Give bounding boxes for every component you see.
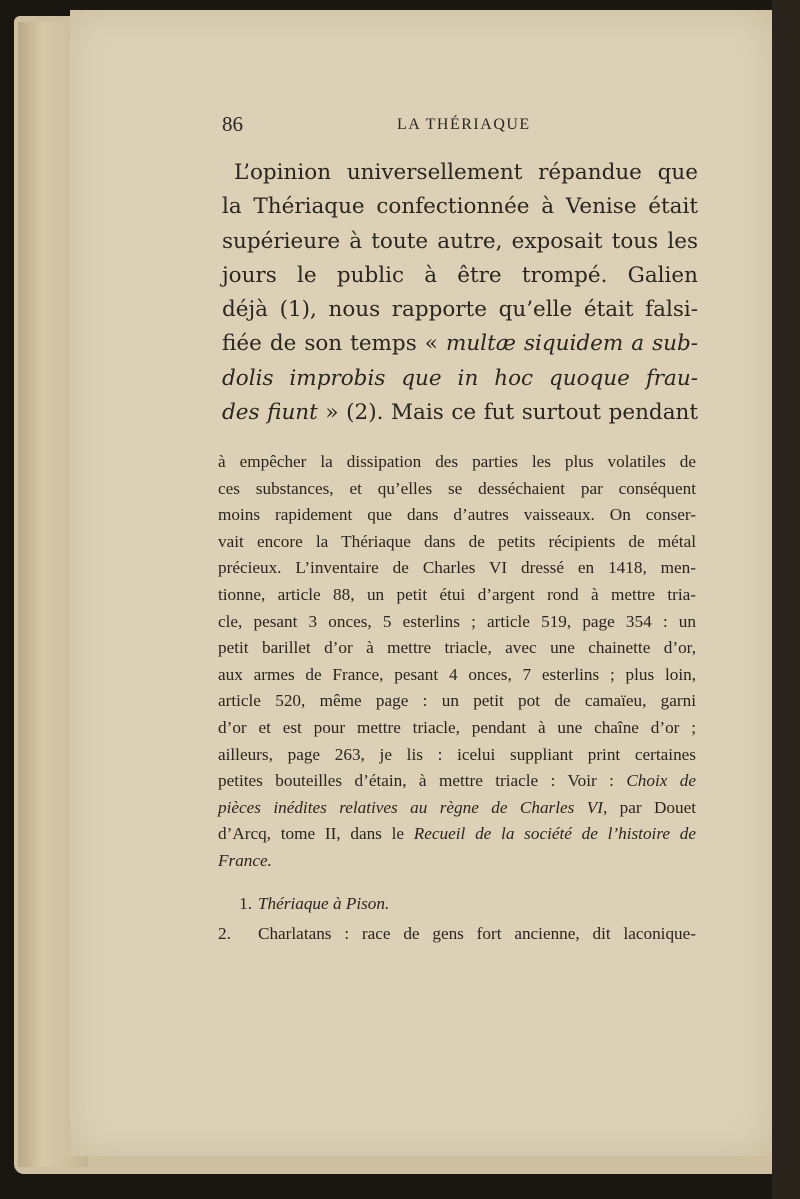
- note-line: précieux. L’inventaire de Charles VI dressé en 1418, men-: [218, 558, 696, 578]
- main-paragraph: [222, 156, 698, 430]
- footnote-text: Charlatans : race de gens fort ancienne, dit laconique-: [258, 924, 696, 943]
- book-title: France.: [218, 850, 272, 870]
- note-line: d’or et est pour mettre triacle, pendant à une chaîne d’or ;: [218, 717, 696, 737]
- note-line: article 520, même page : un petit pot de camaïeu, garni: [218, 691, 696, 711]
- main-text-run: fiée de son temps «: [222, 331, 446, 357]
- main-line: jours le public à être trompé. Galien: [222, 262, 698, 288]
- note-line: vait encore la Thériaque dans de petits récipients de métal: [218, 531, 696, 551]
- footnote-number: 2.: [218, 924, 231, 943]
- footnote-number: 1.: [239, 894, 252, 913]
- main-line: la Thériaque confectionnée à Venise était: [222, 194, 698, 220]
- note-line: aux armes de France, pesant 4 onces, 7 esterlins ; plus loin,: [218, 664, 696, 684]
- note-line: à empêcher la dissipation des parties les plus volatiles de: [218, 452, 696, 471]
- main-line: supérieure à toute autre, exposait tous les: [222, 228, 698, 254]
- note-line: [218, 848, 696, 875]
- main-line: déjà (1), nous rapporte qu’elle était falsi-: [222, 297, 698, 323]
- main-line: L’opinion universellement répandue que: [234, 160, 698, 185]
- note-line: [218, 768, 696, 795]
- footnotes: [218, 889, 696, 949]
- latin-quote: dolis improbis que in hoc quoque frau-: [222, 365, 698, 391]
- latin-quote: multæ siquidem a sub-: [445, 331, 698, 357]
- book-title: Recueil de la société de l’histoire de: [413, 824, 696, 844]
- running-head: [222, 112, 698, 138]
- note-line: petit barillet d’or à mettre triacle, avec une chainette d’or,: [218, 638, 696, 658]
- note-paragraph: [218, 449, 696, 875]
- main-line: [222, 362, 698, 396]
- note-line: [218, 821, 696, 848]
- latin-quote: des fiunt: [222, 400, 318, 426]
- footnote-text: Thériaque à Pison.: [258, 894, 390, 913]
- note-line: ailleurs, page 263, je lis : icelui suppliant print certaines: [218, 744, 696, 764]
- book-title: pièces inédites relatives au règne de Charles VI: [218, 797, 603, 817]
- main-text-run: » (2). Mais ce fut surtout pendant: [317, 400, 698, 426]
- facing-page-gutter: [772, 0, 800, 1199]
- note-line: ces substances, et qu’elles se desséchaient par conséquent: [218, 478, 696, 498]
- note-text-run: d’Arcq, tome II, dans le: [218, 824, 414, 844]
- book-title: Choix de: [626, 771, 697, 791]
- note-line: cle, pesant 3 onces, 5 esterlins ; article 519, page 354 : un: [218, 611, 696, 631]
- footnote: [218, 889, 696, 919]
- note-text-run: , par Douet: [602, 797, 696, 817]
- main-line: [222, 396, 698, 430]
- page-number: 86: [222, 112, 243, 136]
- main-line: [222, 327, 698, 361]
- note-line: moins rapidement que dans d’autres vaisseaux. On conser-: [218, 505, 696, 525]
- note-text-run: petites bouteilles d’étain, à mettre triacle : Voir :: [218, 771, 627, 791]
- footnote: [218, 919, 696, 949]
- running-title: LA THÉRIAQUE: [397, 116, 531, 133]
- note-line: [218, 795, 696, 822]
- note-line: tionne, article 88, un petit étui d’argent rond à mettre tria-: [218, 584, 696, 604]
